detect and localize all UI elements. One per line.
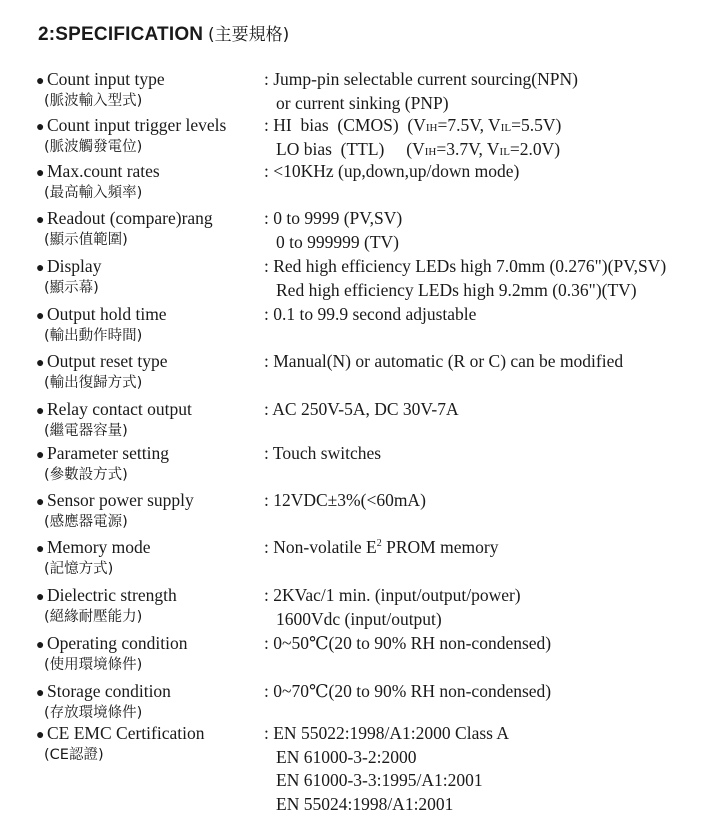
bullet-icon: ● bbox=[36, 74, 45, 89]
spec-value: : 0~50℃(20 to 90% RH non-condensed) bbox=[264, 633, 552, 653]
spec-label: ● Parameter setting (參數設方式) bbox=[36, 443, 169, 483]
spec-value: : 2KVac/1 min. (input/output/power) 1600Vdc (input/output) bbox=[264, 585, 521, 629]
spec-value: : Red high efficiency LEDs high 7.0mm (0.276")(PV,SV) Red high efficiency LEDs high 9.2mm (0.36")(TV) bbox=[264, 256, 667, 300]
section-title-zh: (主要規格) bbox=[207, 25, 290, 45]
bullet-icon: ● bbox=[36, 686, 45, 701]
spec-label: ● Readout (compare)rang (顯示值範圍) bbox=[36, 208, 213, 248]
bullet-icon: ● bbox=[36, 309, 45, 324]
bullet-icon: ● bbox=[36, 448, 45, 463]
spec-value: : EN 55022:1998/A1:2000 Class A EN 61000-3-2:2000 EN 61000-3-3:1995/A1:2001 EN 55024:1998/A1:2001 bbox=[264, 723, 510, 814]
bullet-icon: ● bbox=[36, 166, 45, 181]
bullet-icon: ● bbox=[36, 356, 45, 371]
spec-label: ● Output reset type (輸出復歸方式) bbox=[36, 351, 168, 391]
spec-value: : 12VDC±3%(<60mA) bbox=[264, 490, 426, 510]
spec-label: ● Storage condition (存放環境條件) bbox=[36, 681, 171, 721]
bullet-icon: ● bbox=[36, 495, 45, 510]
spec-label: ● CE EMC Certification (CE認證) bbox=[36, 723, 205, 763]
spec-label: ● Display (顯示幕) bbox=[36, 256, 102, 296]
bullet-icon: ● bbox=[36, 728, 45, 743]
spec-value: : Manual(N) or automatic (R or C) can be modified bbox=[264, 351, 624, 371]
spec-value: : 0~70℃(20 to 90% RH non-condensed) bbox=[264, 681, 552, 701]
section-heading bbox=[38, 20, 289, 46]
spec-value: : <10KHz (up,down,up/down mode) bbox=[264, 161, 520, 181]
spec-value: : 0.1 to 99.9 second adjustable bbox=[264, 304, 477, 324]
spec-label: ● Operating condition (使用環境條件) bbox=[36, 633, 188, 673]
spec-label: ● Relay contact output (繼電器容量) bbox=[36, 399, 192, 439]
bullet-icon: ● bbox=[36, 213, 45, 228]
bullet-icon: ● bbox=[36, 261, 45, 276]
spec-value: : HI bias (CMOS) (VIH=7.5V, VIL=5.5V) LO bias (TTL) (VIH=3.7V, VIL=2.0V) bbox=[264, 115, 562, 159]
bullet-icon: ● bbox=[36, 590, 45, 605]
spec-label: ● Max.count rates (最高輸入頻率) bbox=[36, 161, 160, 201]
bullet-icon: ● bbox=[36, 638, 45, 653]
spec-value: : 0 to 9999 (PV,SV) 0 to 999999 (TV) bbox=[264, 208, 403, 252]
spec-label: ● Sensor power supply (感應器電源) bbox=[36, 490, 194, 530]
section-title: 2:SPECIFICATION bbox=[38, 24, 204, 45]
bullet-icon: ● bbox=[36, 120, 45, 135]
spec-label: ● Count input trigger levels (脈波觸發電位) bbox=[36, 115, 227, 155]
spec-label: ● Count input type (脈波輸入型式) bbox=[36, 69, 165, 109]
spec-value: : Non-volatile $E^2$ PROM memory bbox=[264, 537, 499, 557]
spec-value: : Touch switches bbox=[264, 443, 382, 463]
spec-label: ● Dielectric strength (絕緣耐壓能力) bbox=[36, 585, 177, 625]
spec-value: : Jump-pin selectable current sourcing(NPN) or current sinking (PNP) bbox=[264, 69, 578, 113]
spec-label: ● Memory mode (記憶方式) bbox=[36, 537, 151, 577]
spec-value: : AC 250V-5A, DC 30V-7A bbox=[264, 399, 459, 419]
bullet-icon: ● bbox=[36, 542, 45, 557]
bullet-icon: ● bbox=[36, 404, 45, 419]
spec-label: ● Output hold time (輸出動作時間) bbox=[36, 304, 167, 344]
